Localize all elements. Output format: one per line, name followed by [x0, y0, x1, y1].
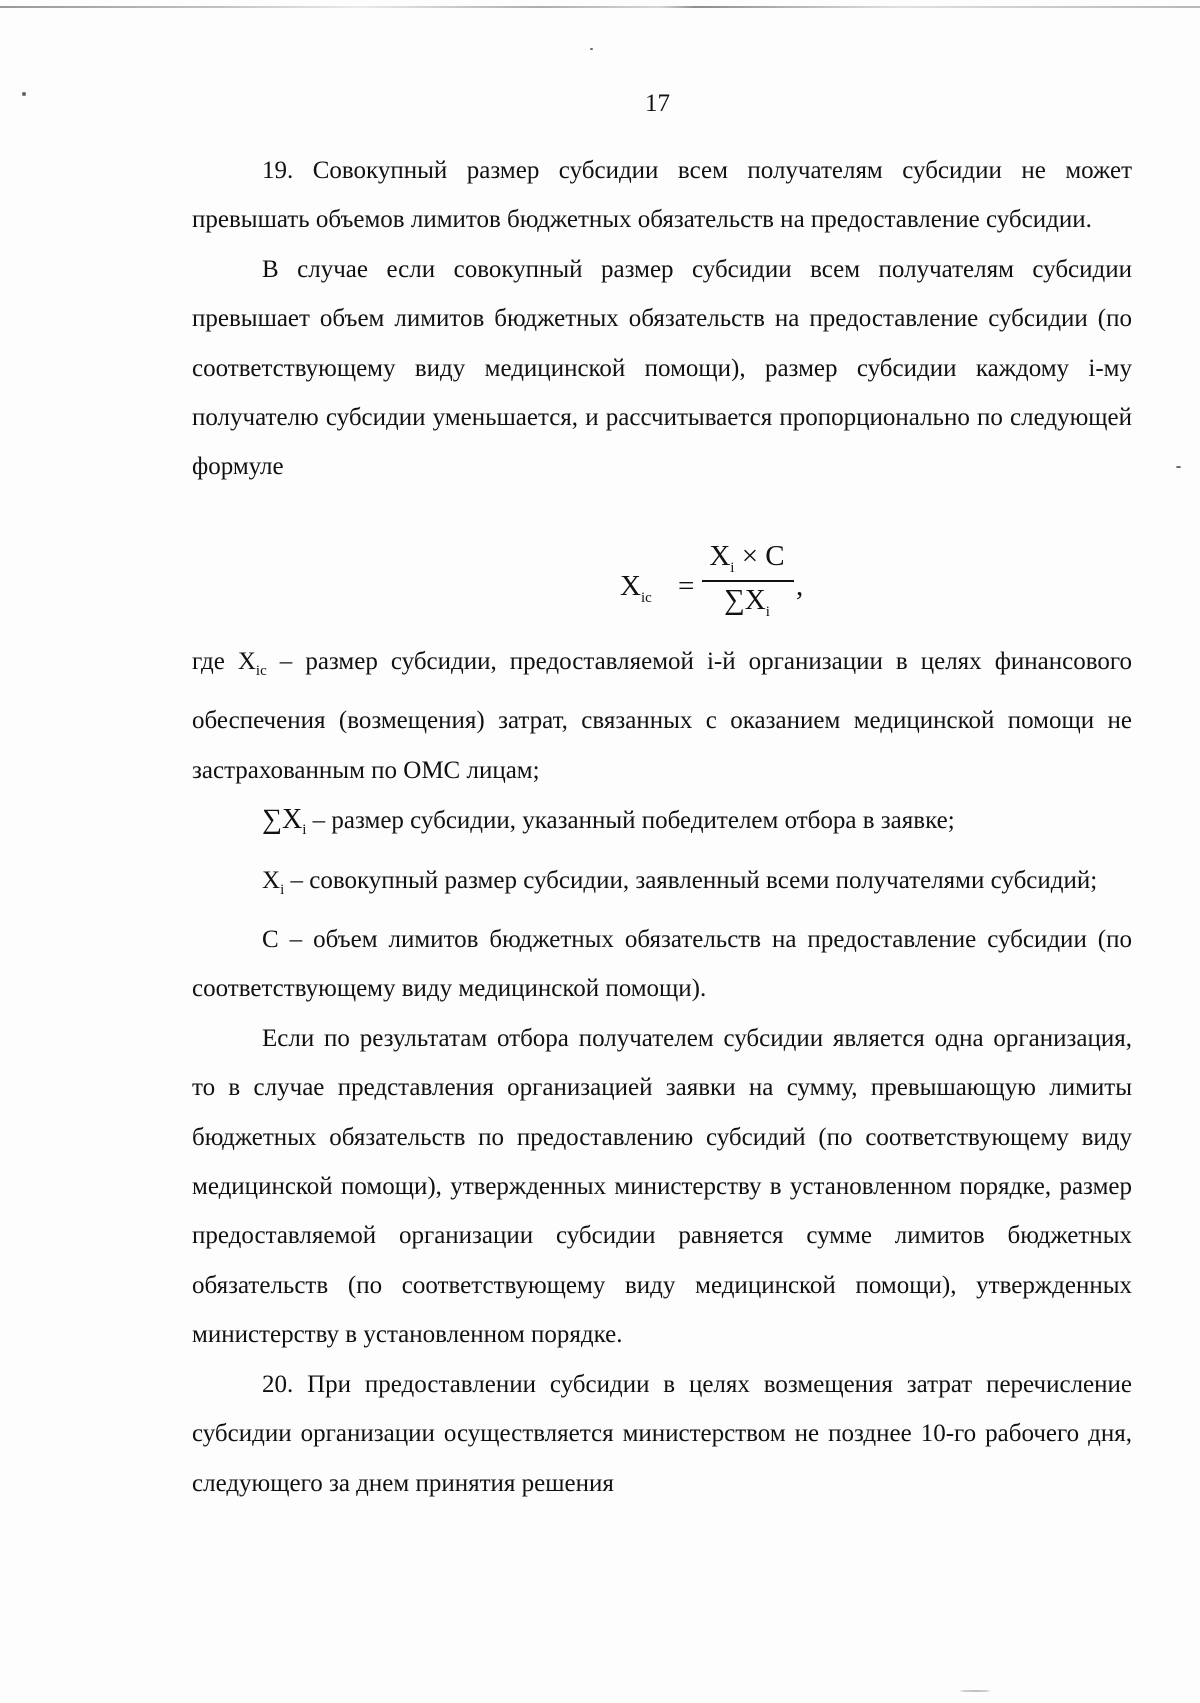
scan-speck — [590, 48, 593, 50]
page-number: 17 — [645, 90, 670, 117]
scan-edge-artifact — [0, 6, 1200, 8]
fraction-bar — [702, 580, 794, 582]
paragraph-reduction-rule: В случае если совокупный размер субсидии всем получателям субсидии превышает объем лимитов бюджетных обязательств на предоставление субсидии (по соответствующему виду медицинской помощи), размер субсидии каждому i-му получателю субсидии уменьшается, и рассчитывается пропорционально по следующей формуле — [192, 255, 1132, 481]
definition-xic: где $X_{ic}$ – размер субсидии, предоставляемой i-й организации в целях финансового обеспечения (возмещения) затрат, связанных с оказанием медицинской помощи не застрахованным по ОМС лицам; — [192, 648, 1132, 784]
paragraph-20: 20. При предоставлении субсидии в целях возмещения затрат перечисление субсидии организации осуществляется министерством не позднее 10-го рабочего дня, следующего за днем принятия решения — [192, 1370, 1132, 1497]
formula-equals: = — [678, 570, 695, 602]
paragraph-single-recipient: Если по результатам отбора получателем субсидии является одна организация, то в случае представления организацией заявки на сумму, превышающую лимиты бюджетных обязательств по предоставлению субсидий (по соответствующему виду медицинской помощи), утвержденных министерству в установленном порядке, размер предоставляемой организации субсидии равняется сумме лимитов бюджетных обязательств (по соответствующему виду медицинской помощи), утвержденных министерству в установленном порядке. — [192, 1024, 1132, 1349]
formula-comma: , — [796, 570, 804, 602]
text-block-top — [192, 146, 1132, 492]
scan-speck — [960, 1690, 990, 1692]
definition-sum-xi: $\sum X_i$ – размер субсидии, указанный победителем отбора в заявке; — [262, 804, 955, 839]
paragraph-19: 19. Совокупный размер субсидии всем получателям субсидии не может превышать объемов лимитов бюджетных обязательств на предоставление субсидии. — [192, 157, 1132, 234]
text-block-bottom — [192, 637, 1132, 1508]
formula-denominator: $\sum X_i$ — [724, 584, 770, 620]
formula-lhs: $X_{ic}$ — [620, 570, 652, 606]
formula-numerator: $X_i \times C$ — [709, 540, 785, 576]
definition-xi: $X_i$ – совокупный размер субсидии, заявленный всеми получателями субсидий; — [262, 866, 1098, 898]
definition-c: С – объем лимитов бюджетных обязательств на предоставление субсидии (по соответствующему виду медицинской помощи). — [192, 926, 1132, 1003]
proportional-formula — [620, 540, 804, 630]
scan-speck — [1176, 466, 1181, 468]
